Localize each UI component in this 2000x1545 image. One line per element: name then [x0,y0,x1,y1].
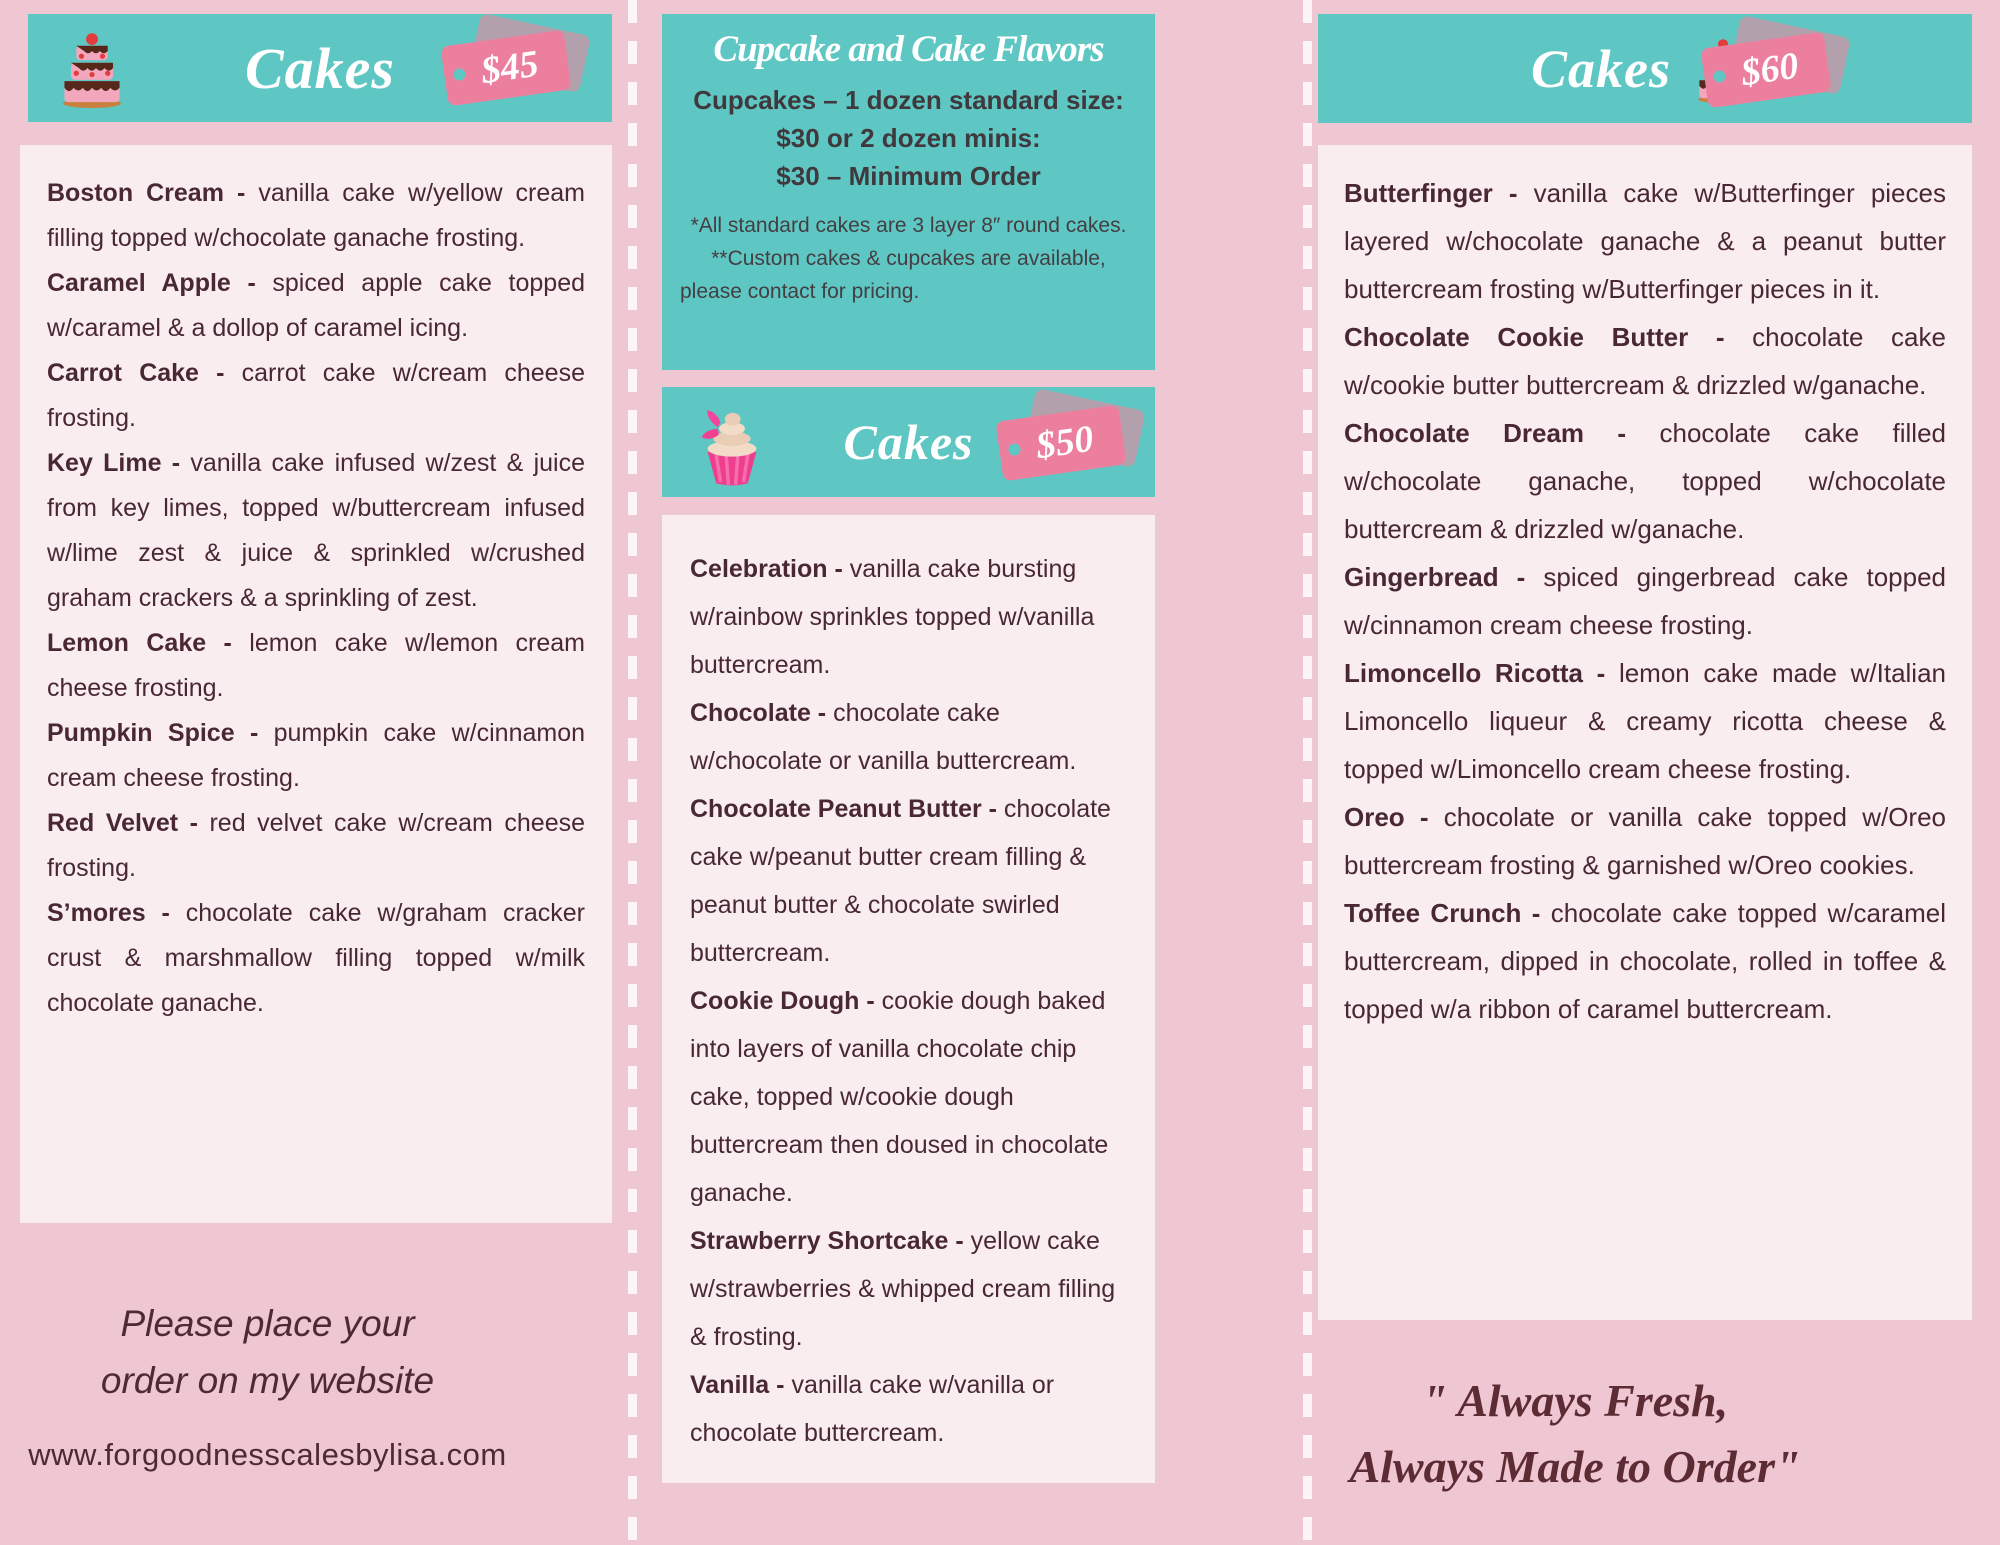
price-tag-60 [1704,26,1854,112]
price-value: $50 [1033,417,1097,468]
cake-notes [662,209,1155,308]
menu-item [47,801,585,891]
menu-item [690,1361,1127,1457]
price-tag-icon [995,405,1126,482]
menu-item [47,621,585,711]
item-desc: chocolate cake w/graham cracker crust & marshmallow filling topped w/milk chocolate ganache. [47,899,586,1017]
item-name: Strawberry Shortcake - [690,1227,971,1255]
item-desc: cookie dough baked into layers of vanilla chocolate chip cake, topped w/cookie dough buttercream then doused in chocolate ganache. [690,987,1109,1207]
item-name: Chocolate Cookie Butter - [1344,322,1753,352]
item-desc: lemon cake w/lemon cream cheese frosting. [47,629,585,702]
item-desc: chocolate cake w/peanut butter cream filling & peanut butter & chocolate swirled buttercream. [690,795,1111,967]
menu-item [1344,889,1946,1033]
item-desc: chocolate or vanilla cake topped w/Oreo buttercream frosting & garnished w/Oreo cookies. [1344,802,1946,880]
middle-menu-list [690,545,1127,1457]
item-name: Chocolate Dream - [1344,418,1660,448]
item-desc: vanilla cake w/vanilla or chocolate buttercream. [690,1371,1055,1447]
left-panel-header [28,14,612,122]
website-url: www.forgoodnesscalesbylisa.com [28,1437,507,1472]
item-desc: chocolate cake topped w/caramel buttercream, dipped in chocolate, rolled in toffee & topped w/a ribbon of caramel buttercream. [1344,898,1947,1024]
cupcake-info-box [662,14,1155,370]
item-desc: vanilla cake w/Butterfinger pieces layered w/chocolate ganache & a peanut butter buttercream frosting w/Butterfinger pieces in it. [1344,178,1946,304]
order-cta-line1: Please place your [120,1303,415,1344]
cake-icon [50,26,134,110]
menu-item [690,785,1127,977]
middle-panel-header [662,387,1155,497]
menu-item [1344,649,1946,793]
item-desc: red velvet cake w/cream cheese frosting. [47,809,585,882]
menu-item [1344,553,1946,649]
price-tag-icon [1700,32,1831,109]
item-desc: chocolate cake w/chocolate or vanilla buttercream. [690,699,1077,775]
item-name: Key Lime - [47,449,191,477]
note-line: *All standard cakes are 3 layer 8″ round cakes. [690,214,1127,237]
fold-line-left [628,0,637,1545]
tag-hole-icon [1713,70,1727,84]
price-tag-50 [999,399,1149,485]
item-desc: yellow cake w/strawberries & whipped cream filling & frosting. [690,1227,1116,1351]
menu-item [1344,409,1946,553]
right-panel-title: Cakes [1531,38,1671,99]
menu-item [47,261,585,351]
tag-hole-icon [1008,443,1022,457]
tag-hole-icon [453,68,467,82]
item-name: Gingerbread - [1344,562,1544,592]
item-name: Cookie Dough - [690,987,882,1015]
menu-item [1344,313,1946,409]
item-name: Celebration - [690,555,850,583]
item-desc: vanilla cake w/yellow cream filling topped w/chocolate ganache frosting. [47,179,585,252]
item-desc: vanilla cake bursting w/rainbow sprinkles topped w/vanilla buttercream. [690,555,1095,679]
note-line: **Custom cakes & cupcakes are available, [711,247,1106,270]
tagline-line2: Always Made to Order" [1349,1441,1801,1492]
menu-item [1344,793,1946,889]
menu-item [47,441,585,621]
menu-item [690,545,1127,689]
item-name: Toffee Crunch - [1344,898,1551,928]
item-name: Oreo - [1344,802,1444,832]
item-desc: chocolate cake w/cookie butter buttercream & drizzled w/ganache. [1344,322,1946,400]
right-menu-list [1344,169,1946,1033]
middle-panel-title: Cakes [843,414,974,470]
menu-item [47,171,585,261]
info-box-title: Cupcake and Cake Flavors [713,29,1104,70]
menu-item [47,711,585,801]
left-menu-list [47,171,585,1026]
item-name: Limoncello Ricotta - [1344,658,1619,688]
menu-item [47,351,585,441]
left-menu-box [20,145,612,1223]
tagline-quote [1295,1368,1855,1500]
pricing-line: $30 or 2 dozen minis: [776,123,1041,153]
price-value: $60 [1738,44,1802,95]
item-name: Boston Cream - [47,179,259,207]
middle-menu-box [662,515,1155,1483]
item-desc: pumpkin cake w/cinnamon cream cheese frosting. [47,719,586,792]
menu-item [690,1217,1127,1361]
price-tag-45 [444,24,594,110]
item-name: Lemon Cake - [47,629,250,657]
item-name: S’mores - [47,899,186,927]
item-name: Red Velvet - [47,809,210,837]
right-panel-header [1318,14,1972,123]
item-desc: spiced gingerbread cake topped w/cinnamon cream cheese frosting. [1344,562,1946,640]
item-name: Chocolate Peanut Butter - [690,795,1004,823]
pricing-line: Cupcakes – 1 dozen standard size: [693,85,1124,115]
item-desc: lemon cake made w/Italian Limoncello liqueur & creamy ricotta cheese & topped w/Limoncello cream cheese frosting. [1344,658,1947,784]
note-line: please contact for pricing. [680,280,920,303]
tagline-line1: " Always Fresh, [1421,1375,1729,1426]
item-desc: chocolate cake filled w/chocolate ganache, topped w/chocolate buttercream & drizzled w/ganache. [1344,418,1947,544]
left-footer [0,1295,535,1473]
item-name: Vanilla - [690,1371,792,1399]
item-desc: carrot cake w/cream cheese frosting. [47,359,585,432]
price-tag-icon [440,30,571,107]
pricing-line: $30 – Minimum Order [776,161,1041,191]
item-name: Chocolate - [690,699,834,727]
menu-item [47,891,585,1026]
fold-line-right [1303,0,1312,1545]
menu-item [690,689,1127,785]
item-name: Carrot Cake - [47,359,242,387]
cupcake-pricing [662,81,1155,195]
item-desc: vanilla cake infused w/zest & juice from key limes, topped w/buttercream infused w/lime zest & juice & sprinkled w/crushed graham crackers & a sprinkling of zest. [47,449,586,612]
item-name: Pumpkin Spice - [47,719,274,747]
menu-item [1344,169,1946,313]
menu-item [690,977,1127,1217]
cupcake-icon [686,395,778,491]
item-name: Butterfinger - [1344,178,1534,208]
price-value: $45 [478,42,542,93]
order-cta-line2: order on my website [100,1360,435,1401]
left-panel-title: Cakes [245,35,395,101]
item-name: Caramel Apple - [47,269,273,297]
item-desc: spiced apple cake topped w/caramel & a dollop of caramel icing. [47,269,585,342]
right-menu-box [1318,145,1972,1320]
